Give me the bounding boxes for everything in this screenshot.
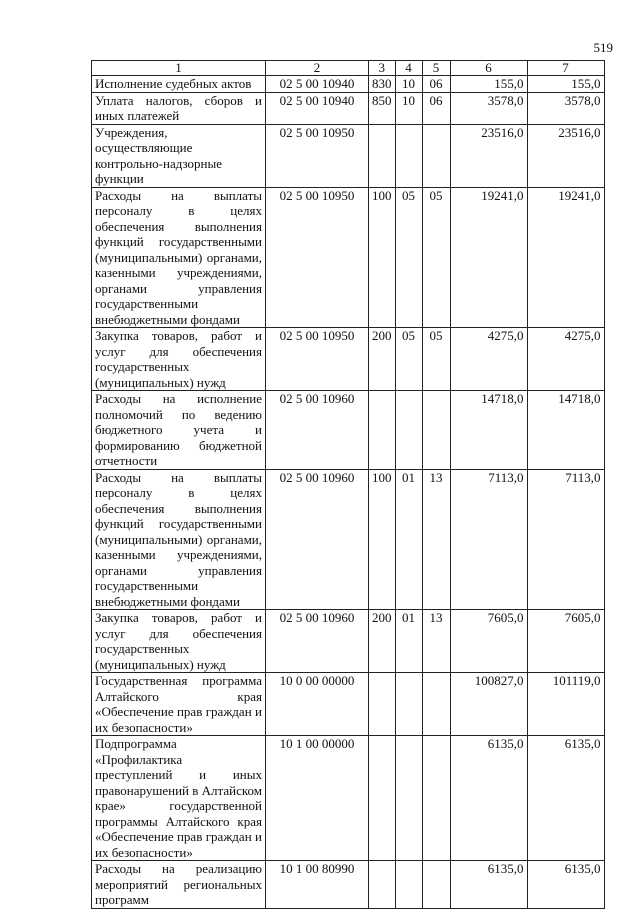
- table-row: [92, 124, 605, 187]
- row-code: 02 5 00 10940: [266, 76, 369, 93]
- row-code: 10 1 00 80990: [266, 861, 369, 909]
- row-c3: [369, 736, 396, 861]
- row-c4: [395, 124, 422, 187]
- budget-table: [91, 60, 605, 909]
- table-row: [92, 736, 605, 861]
- column-header: 3: [369, 61, 396, 76]
- column-header: 6: [450, 61, 527, 76]
- row-c6: 7605,0: [450, 610, 527, 673]
- row-c7: 3578,0: [527, 92, 604, 124]
- row-c4: [395, 736, 422, 861]
- column-header: 2: [266, 61, 369, 76]
- row-name: Государственная программа Алтайского края «Обеспечение прав граждан и их безопасности»: [92, 673, 266, 736]
- row-code: 02 5 00 10950: [266, 187, 369, 328]
- table-row: [92, 610, 605, 673]
- row-name: Уплата налогов, сборов и иных платежей: [92, 92, 266, 124]
- row-c5: 06: [422, 92, 450, 124]
- table-row: [92, 861, 605, 909]
- row-c6: 23516,0: [450, 124, 527, 187]
- row-name: Закупка товаров, работ и услуг для обеспечения государственных (муниципальных) нужд: [92, 610, 266, 673]
- row-c4: [395, 861, 422, 909]
- column-header: 7: [527, 61, 604, 76]
- row-c6: 6135,0: [450, 736, 527, 861]
- row-c3: 100: [369, 469, 396, 610]
- table-header-row: [92, 61, 605, 76]
- row-code: 02 5 00 10960: [266, 391, 369, 470]
- row-c6: 155,0: [450, 76, 527, 93]
- row-code: 02 5 00 10950: [266, 124, 369, 187]
- row-c3: [369, 673, 396, 736]
- row-c5: 05: [422, 328, 450, 391]
- row-c6: 3578,0: [450, 92, 527, 124]
- row-name: Расходы на исполнение полномочий по ведению бюджетного учета и формированию бюджетной отчетности: [92, 391, 266, 470]
- row-name: Подпрограмма «Профилактика преступлений и иных правонарушений в Алтайском крае» государственной программы Алтайского края «Обеспечение прав граждан и их безопасности»: [92, 736, 266, 861]
- row-c7: 101119,0: [527, 673, 604, 736]
- row-name: Исполнение судебных актов: [92, 76, 266, 93]
- row-c5: 13: [422, 610, 450, 673]
- row-code: 02 5 00 10960: [266, 610, 369, 673]
- column-header: 1: [92, 61, 266, 76]
- row-c5: 05: [422, 187, 450, 328]
- row-c7: 155,0: [527, 76, 604, 93]
- row-name: Расходы на реализацию мероприятий региональных программ: [92, 861, 266, 909]
- row-c6: 14718,0: [450, 391, 527, 470]
- row-c6: 4275,0: [450, 328, 527, 391]
- row-c7: 7113,0: [527, 469, 604, 610]
- row-c4: [395, 391, 422, 470]
- row-c3: 830: [369, 76, 396, 93]
- row-code: 02 5 00 10940: [266, 92, 369, 124]
- row-c5: 06: [422, 76, 450, 93]
- row-c4: 01: [395, 610, 422, 673]
- table-row: [92, 187, 605, 328]
- row-c5: [422, 736, 450, 861]
- row-c5: [422, 861, 450, 909]
- row-code: 10 1 00 00000: [266, 736, 369, 861]
- table-row: [92, 469, 605, 610]
- column-header: 4: [395, 61, 422, 76]
- row-c4: 01: [395, 469, 422, 610]
- row-c7: 23516,0: [527, 124, 604, 187]
- row-c3: [369, 124, 396, 187]
- row-c7: 6135,0: [527, 736, 604, 861]
- row-name: Расходы на выплаты персоналу в целях обеспечения выполнения функций государственными (муниципальными) органами, казенными учреждениями, органами управления государственными внебюджетными фондами: [92, 187, 266, 328]
- table-row: [92, 391, 605, 470]
- row-c6: 100827,0: [450, 673, 527, 736]
- row-name: Расходы на выплаты персоналу в целях обеспечения выполнения функций государственными (муниципальными) органами, казенными учреждениями, органами управления государственными внебюджетными фондами: [92, 469, 266, 610]
- row-c7: 19241,0: [527, 187, 604, 328]
- table-row: [92, 673, 605, 736]
- row-c5: [422, 124, 450, 187]
- row-c3: 200: [369, 328, 396, 391]
- row-c5: [422, 391, 450, 470]
- row-c4: [395, 673, 422, 736]
- row-code: 02 5 00 10960: [266, 469, 369, 610]
- row-c6: 7113,0: [450, 469, 527, 610]
- row-c5: 13: [422, 469, 450, 610]
- row-c4: 10: [395, 92, 422, 124]
- row-code: 10 0 00 00000: [266, 673, 369, 736]
- row-c3: 200: [369, 610, 396, 673]
- row-c7: 4275,0: [527, 328, 604, 391]
- row-name: Учреждения, осуществляющие контрольно-надзорные функции: [92, 124, 266, 187]
- row-c5: [422, 673, 450, 736]
- row-c4: 05: [395, 328, 422, 391]
- row-c3: [369, 391, 396, 470]
- table-row: [92, 76, 605, 93]
- row-c6: 19241,0: [450, 187, 527, 328]
- row-c7: 7605,0: [527, 610, 604, 673]
- row-c7: 14718,0: [527, 391, 604, 470]
- table-row: [92, 92, 605, 124]
- page-number: 519: [593, 40, 613, 55]
- row-c7: 6135,0: [527, 861, 604, 909]
- row-c3: 850: [369, 92, 396, 124]
- table-row: [92, 328, 605, 391]
- row-code: 02 5 00 10950: [266, 328, 369, 391]
- row-c3: 100: [369, 187, 396, 328]
- row-name: Закупка товаров, работ и услуг для обеспечения государственных (муниципальных) нужд: [92, 328, 266, 391]
- table-body: [92, 76, 605, 909]
- row-c4: 05: [395, 187, 422, 328]
- row-c6: 6135,0: [450, 861, 527, 909]
- row-c4: 10: [395, 76, 422, 93]
- row-c3: [369, 861, 396, 909]
- column-header: 5: [422, 61, 450, 76]
